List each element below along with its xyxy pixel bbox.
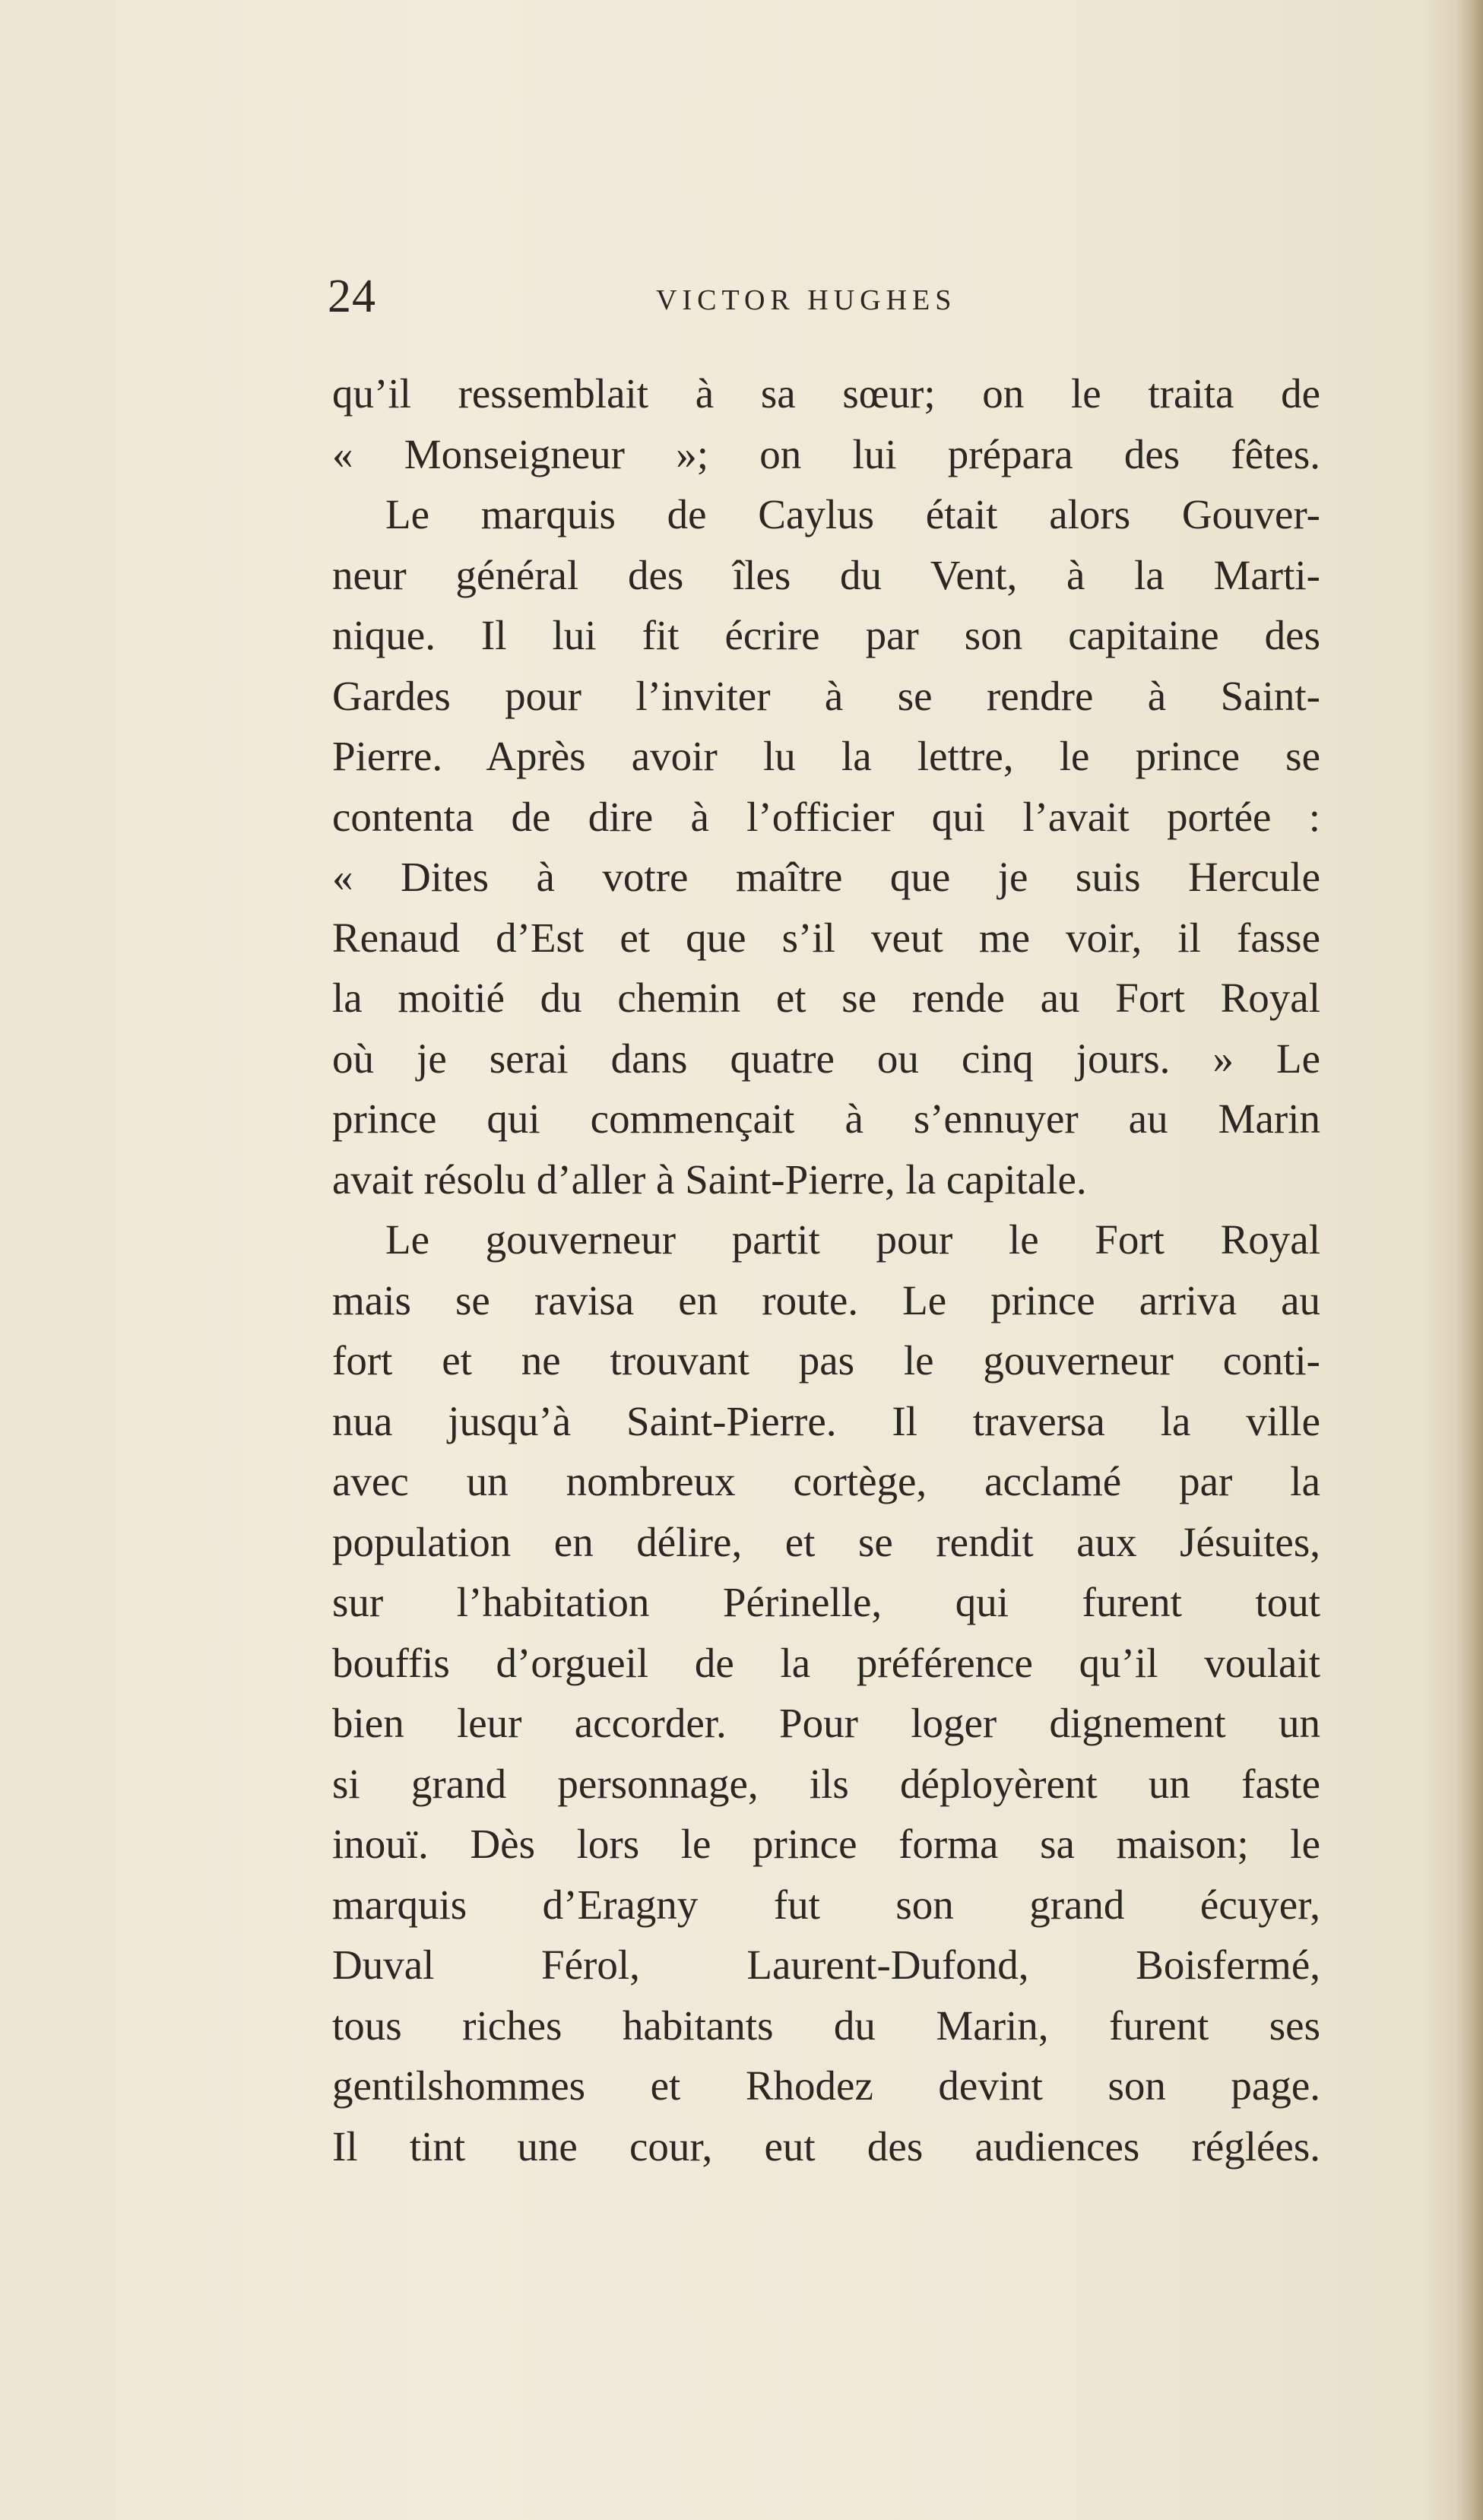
text-line: bouffis d’orgueil de la préférence qu’il voulait [332,1639,1320,1686]
text-line: « Monseigneur »; on lui prépara des fêtes. [332,430,1320,477]
text-line: où je serai dans quatre ou cinq jours. » Le [332,1035,1320,1082]
text-line: « Dites à votre maître que je suis Hercule [332,854,1320,900]
text-line: Le marquis de Caylus était alors Gouver- [385,491,1320,537]
text-line: la moitié du chemin et se rende au Fort Royal [332,975,1320,1021]
text-line: Le gouverneur partit pour le Fort Royal [385,1216,1320,1263]
body-text [332,363,1320,2176]
text-line: nique. Il lui fit écrire par son capitaine des [332,612,1320,658]
text-line: marquis d’Eragny fut son grand écuyer, [332,1881,1320,1928]
page-header [328,270,1323,323]
page-number: 24 [328,271,376,322]
text-line: gentilshommes et Rhodez devint son page. [332,2062,1320,2109]
text-line: Pierre. Après avoir lu la lettre, le prince se [332,733,1320,779]
text-line: population en délire, et se rendit aux Jésuites, [332,1518,1320,1565]
text-line: prince qui commençait à s’ennuyer au Marin [332,1095,1320,1142]
text-line: nua jusqu’à Saint-Pierre. Il traversa la ville [332,1397,1320,1444]
text-line: neur général des îles du Vent, à la Marti- [332,551,1320,598]
text-line: inouï. Dès lors le prince forma sa maison; le [332,1821,1320,1867]
text-line: Il tint une cour, eut des audiences réglées. [332,2122,1320,2170]
text-line: fort et ne trouvant pas le gouverneur conti- [332,1337,1320,1384]
text-line: si grand personnage, ils déployèrent un faste [332,1760,1320,1807]
text-line: avec un nombreux cortège, acclamé par la [332,1458,1320,1504]
text-line: tous riches habitants du Marin, furent ses [332,2002,1320,2049]
text-line: Gardes pour l’inviter à se rendre à Saint- [332,672,1320,719]
text-line: qu’il ressemblait à sa sœur; on le traita de [332,370,1320,417]
text-line: avait résolu d’aller à Saint-Pierre, la capitale. [332,1155,1087,1203]
text-line: bien leur accorder. Pour loger dignement un [332,1700,1320,1746]
text-line: mais se ravisa en route. Le prince arriva au [332,1276,1320,1323]
page-edge-shadow [1457,0,1483,2520]
text-line: Duval Férol, Laurent-Dufond, Boisfermé, [332,1942,1320,1988]
text-line: sur l’habitation Périnelle, qui furent tout [332,1579,1320,1625]
running-title: VICTOR HUGHES [656,284,957,316]
text-line: Renaud d’Est et que s’il veut me voir, il fasse [332,914,1320,961]
text-line: contenta de dire à l’officier qui l’avait portée : [332,793,1320,840]
